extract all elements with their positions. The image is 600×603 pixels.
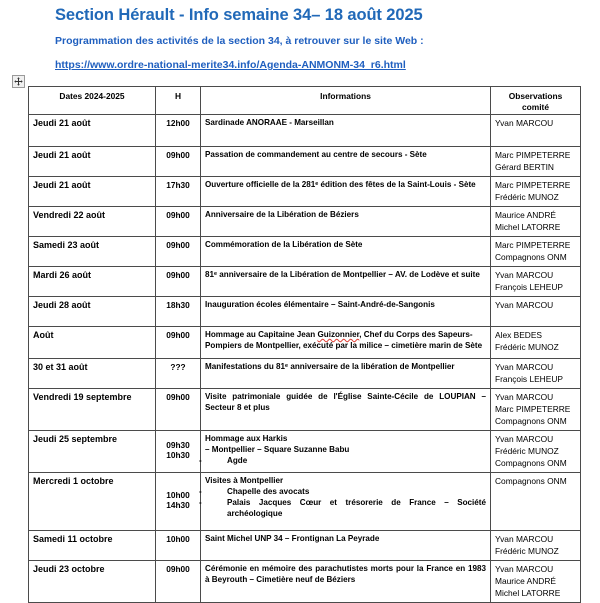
cell-date: Vendredi 22 août	[29, 207, 156, 237]
cell-observations	[491, 472, 581, 530]
cell-observations	[491, 147, 581, 177]
table-row	[29, 297, 581, 327]
cell-informations: Inauguration écoles élémentaire – Saint-André-de-Sangonis	[201, 297, 491, 327]
cell-hour: 18h30	[156, 297, 201, 327]
cell-date: Samedi 23 août	[29, 237, 156, 267]
info-bullet-label: Agde	[227, 455, 248, 465]
table-row	[29, 115, 581, 147]
cell-date: Mercredi 1 octobre	[29, 472, 156, 530]
observation-name: Marc PIMPETERRE	[495, 180, 571, 190]
cell-informations: Saint Michel UNP 34 – Frontignan La Peyrade	[201, 530, 491, 560]
table-header	[29, 87, 581, 115]
observation-name: Compagnons ONM	[495, 415, 567, 426]
cell-observations	[491, 267, 581, 297]
table-header-row	[29, 87, 581, 115]
observation-name: Marc PIMPETERRE	[495, 240, 571, 250]
table-row	[29, 530, 581, 560]
agenda-table	[28, 86, 581, 603]
column-header-hour: H	[156, 87, 201, 115]
page-subtitle: Programmation des activités de la section 34, à retrouver sur le site Web :	[55, 35, 424, 47]
cell-date: Vendredi 19 septembre	[29, 389, 156, 431]
spellcheck-underlined-word: Guizonnier	[317, 330, 360, 339]
cell-hour: ???	[156, 359, 201, 389]
info-line: Visites à Montpellier	[205, 475, 284, 485]
cell-informations: Sardinade ANORAAE - Marseillan	[201, 115, 491, 147]
column-header-dates: Dates 2024-2025	[29, 87, 156, 115]
observation-name: Maurice ANDRÉ	[495, 210, 556, 220]
hour-line: 14h30	[166, 500, 190, 511]
observation-name: Yvan MARCOU	[495, 392, 554, 402]
column-header-observations-line1: Observations	[508, 91, 563, 101]
observation-name: Compagnons ONM	[495, 251, 567, 262]
info-bullet-label: Palais Jacques Cœur et trésorerie de France – Société archéologique	[227, 497, 486, 518]
cell-hour: 09h00	[156, 207, 201, 237]
cell-hour: 10h00	[156, 530, 201, 560]
info-bullet-label: Chapelle des avocats	[227, 486, 310, 496]
table-row	[29, 207, 581, 237]
cell-hour: 17h30	[156, 177, 201, 207]
observation-name: Yvan MARCOU	[495, 362, 554, 372]
cell-date: Samedi 11 octobre	[29, 530, 156, 560]
table-row	[29, 327, 581, 359]
bullet-dash-icon: -	[199, 497, 202, 507]
cell-hour	[156, 472, 201, 530]
agenda-website-link[interactable]: https://www.ordre-national-merite34.info/Agenda-ANMONM-34_r6.html	[55, 59, 406, 71]
cell-informations: Manifestations du 81ᵉ anniversaire de la libération de Montpellier	[201, 359, 491, 389]
table-row	[29, 359, 581, 389]
agenda-table-container	[28, 86, 580, 603]
table-row	[29, 430, 581, 472]
table-row	[29, 389, 581, 431]
cell-observations	[491, 237, 581, 267]
table-move-handle-icon[interactable]	[12, 75, 25, 88]
info-bullet-item	[199, 486, 486, 498]
cell-observations	[491, 115, 581, 147]
table-row	[29, 177, 581, 207]
observation-name: Compagnons ONM	[495, 475, 567, 486]
cell-date: Jeudi 28 août	[29, 297, 156, 327]
observation-name: Frédéric MUNOZ	[495, 341, 559, 352]
observation-name: Frédéric MUNOZ	[495, 445, 559, 456]
observation-name: Maurice ANDRÉ	[495, 575, 556, 586]
observation-name: François LEHEUP	[495, 281, 563, 292]
table-row	[29, 560, 581, 602]
cell-hour: 09h00	[156, 560, 201, 602]
cell-observations	[491, 430, 581, 472]
hour-line: 09h30	[166, 439, 190, 450]
cell-hour: 09h00	[156, 327, 201, 359]
cell-date: Jeudi 21 août	[29, 147, 156, 177]
observation-name: Alex BEDES	[495, 330, 543, 340]
cell-informations: Passation de commandement au centre de secours - Sète	[201, 147, 491, 177]
cell-observations	[491, 297, 581, 327]
cell-date: Mardi 26 août	[29, 267, 156, 297]
cell-observations	[491, 560, 581, 602]
hour-line: 10h00	[166, 489, 190, 500]
info-line: Hommage aux Harkis	[205, 433, 288, 443]
observation-name: Yvan MARCOU	[495, 118, 554, 128]
cell-date: 30 et 31 août	[29, 359, 156, 389]
bullet-dash-icon: -	[199, 486, 202, 496]
observation-name: Yvan MARCOU	[495, 300, 554, 310]
info-text-after: , Chef du Corps des Sapeurs-Pompiers de Montpellier, exécuté par la milice – cimetière marin de Sète	[205, 330, 483, 350]
cell-date: Jeudi 21 août	[29, 177, 156, 207]
cell-hour	[156, 430, 201, 472]
table-row	[29, 472, 581, 530]
cell-date: Jeudi 25 septembre	[29, 430, 156, 472]
cell-observations	[491, 389, 581, 431]
cell-informations: Commémoration de la Libération de Sète	[201, 237, 491, 267]
cell-observations	[491, 207, 581, 237]
info-text-before: Hommage au Capitaine Jean	[205, 330, 318, 339]
cell-informations: 81ᵉ anniversaire de la Libération de Montpellier – AV. de Lodève et suite	[201, 267, 491, 297]
observation-name: Yvan MARCOU	[495, 270, 554, 280]
cell-informations	[201, 327, 491, 359]
cell-date: Jeudi 23 octobre	[29, 560, 156, 602]
cell-date: Jeudi 21 août	[29, 115, 156, 147]
cell-hour: 09h00	[156, 147, 201, 177]
cell-informations: Visite patrimoniale guidée de l'Église Sainte-Cécile de LOUPIAN – Secteur 8 et plus	[201, 389, 491, 431]
cell-observations	[491, 530, 581, 560]
bullet-dash-icon: -	[199, 455, 202, 465]
cell-observations	[491, 327, 581, 359]
page-title: Section Hérault - Info semaine 34– 18 août 2025	[55, 6, 423, 24]
observation-name: Yvan MARCOU	[495, 563, 554, 574]
cell-hour: 09h00	[156, 267, 201, 297]
cell-informations: Anniversaire de la Libération de Béziers	[201, 207, 491, 237]
cell-informations: Cérémonie en mémoire des parachutistes morts pour la France en 1983 à Beyrouth – Cimetière neuf de Béziers	[201, 560, 491, 602]
table-row	[29, 267, 581, 297]
cell-informations	[201, 472, 491, 530]
observation-name: François LEHEUP	[495, 373, 563, 384]
observation-name: Gérard BERTIN	[495, 161, 554, 172]
cell-observations	[491, 359, 581, 389]
observation-name: Yvan MARCOU	[495, 433, 554, 444]
cell-observations	[491, 177, 581, 207]
column-header-observations	[491, 87, 581, 115]
observation-name: Compagnons ONM	[495, 457, 567, 468]
table-row	[29, 237, 581, 267]
cell-hour: 12h00	[156, 115, 201, 147]
cell-hour: 09h00	[156, 389, 201, 431]
observation-name: Frédéric MUNOZ	[495, 545, 559, 556]
observation-name: Marc PIMPETERRE	[495, 150, 571, 160]
cell-date: Août	[29, 327, 156, 359]
observation-name: Michel LATORRE	[495, 221, 561, 232]
info-line: – Montpellier – Square Suzanne Babu	[205, 444, 350, 454]
column-header-observations-line2: comité	[522, 101, 549, 112]
table-body	[29, 115, 581, 603]
cell-informations	[201, 430, 491, 472]
table-row	[29, 147, 581, 177]
observation-name: Michel LATORRE	[495, 587, 561, 598]
info-bullet-item	[199, 497, 486, 520]
info-bullet-item	[199, 455, 486, 467]
observation-name: Frédéric MUNOZ	[495, 191, 559, 202]
column-header-informations: Informations	[201, 87, 491, 115]
observation-name: Marc PIMPETERRE	[495, 403, 571, 414]
observation-name: Yvan MARCOU	[495, 533, 554, 544]
cell-hour: 09h00	[156, 237, 201, 267]
hour-line: 10h30	[166, 450, 190, 461]
cell-informations: Ouverture officielle de la 281ᵉ édition des fêtes de la Saint-Louis - Sète	[201, 177, 491, 207]
